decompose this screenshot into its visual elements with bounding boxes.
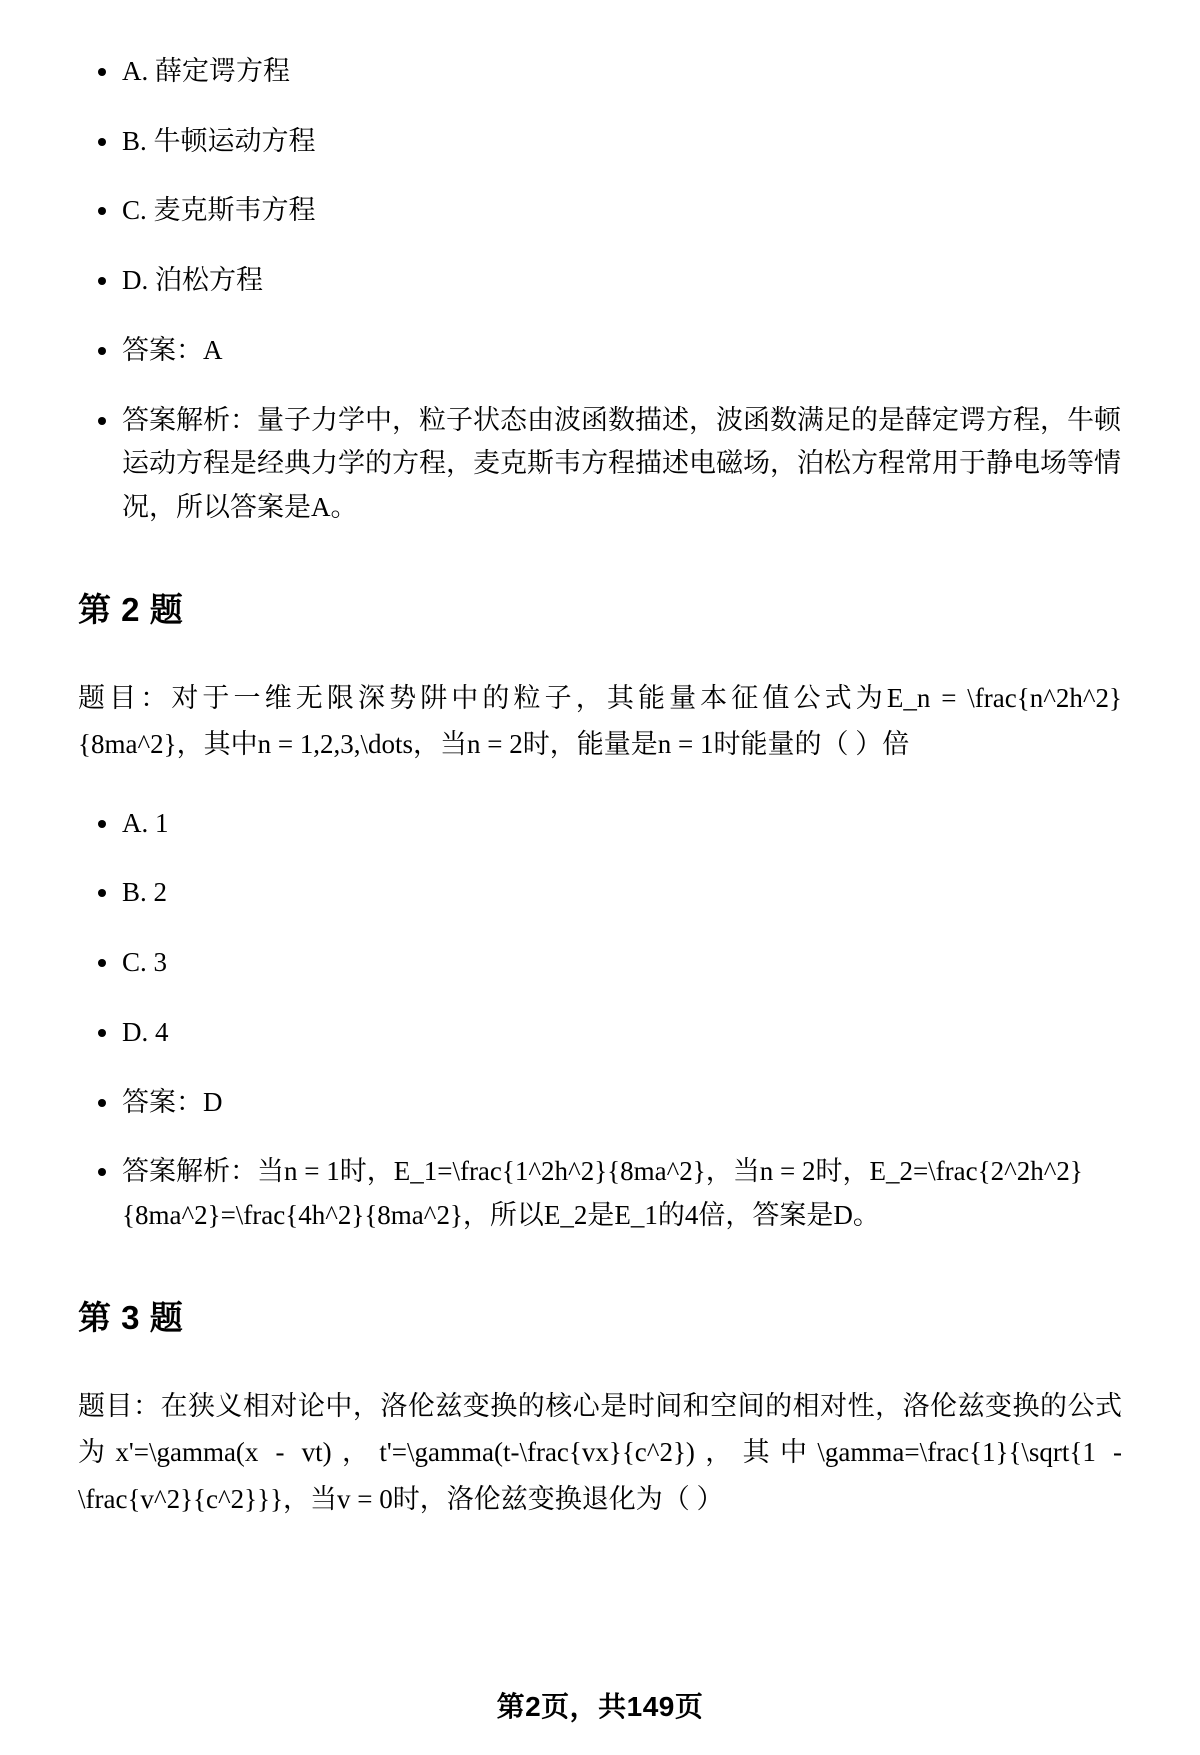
option-item: C. 3 [78,941,1122,985]
option-item: B. 牛顿运动方程 [78,120,1122,164]
page-footer: 第2页，共149页 [496,1691,704,1722]
question-3-heading: 第 3 题 [78,1298,184,1336]
explanation-item: 答案解析：量子力学中，粒子状态由波函数描述，波函数满足的是薛定谔方程，牛顿运动方程是经典力学的方程，麦克斯韦方程描述电磁场，泊松方程常用于静电场等情况，所以答案是A。 [78,399,1122,530]
explanation-item: 答案解析：当n = 1时，E_1=\frac{1^2h^2}{8ma^2}，当n = 2时，E_2=\frac{2^2h^2}{8ma^2}=\frac{4h^2}{8ma^2}，所以E_2是E_1的4倍，答案是D。 [78,1150,1122,1237]
option-item: D. 泊松方程 [78,259,1122,303]
option-item: A. 薛定谔方程 [78,50,1122,94]
option-item: B. 2 [78,871,1122,915]
option-item: A. 1 [78,802,1122,846]
question1-options-list [78,50,1122,530]
question-2-heading: 第 2 题 [78,590,184,628]
option-item: D. 4 [78,1011,1122,1055]
option-item: C. 麦克斯韦方程 [78,189,1122,233]
question2-options-list [78,802,1122,1238]
question-3-body: 题目：在狭义相对论中，洛伦兹变换的核心是时间和空间的相对性，洛伦兹变换的公式为x'=\gamma(x - vt)，t'=\gamma(t-\frac{vx}{c^2})，其中\gamma=\frac{1}{\sqrt{1 - \frac{v^2}{c^2}}}，当v = 0时，洛伦兹变换退化为（ ） [78,1390,1122,1514]
question-2-body: 题目：对于一维无限深势阱中的粒子，其能量本征值公式为E_n = \frac{n^2h^2}{8ma^2}，其中n = 1,2,3,\dots，当n = 2时，能量是n = 1时能量的（ ）倍 [78,682,1122,760]
answer-item: 答案：D [78,1081,1122,1125]
answer-item: 答案：A [78,329,1122,373]
